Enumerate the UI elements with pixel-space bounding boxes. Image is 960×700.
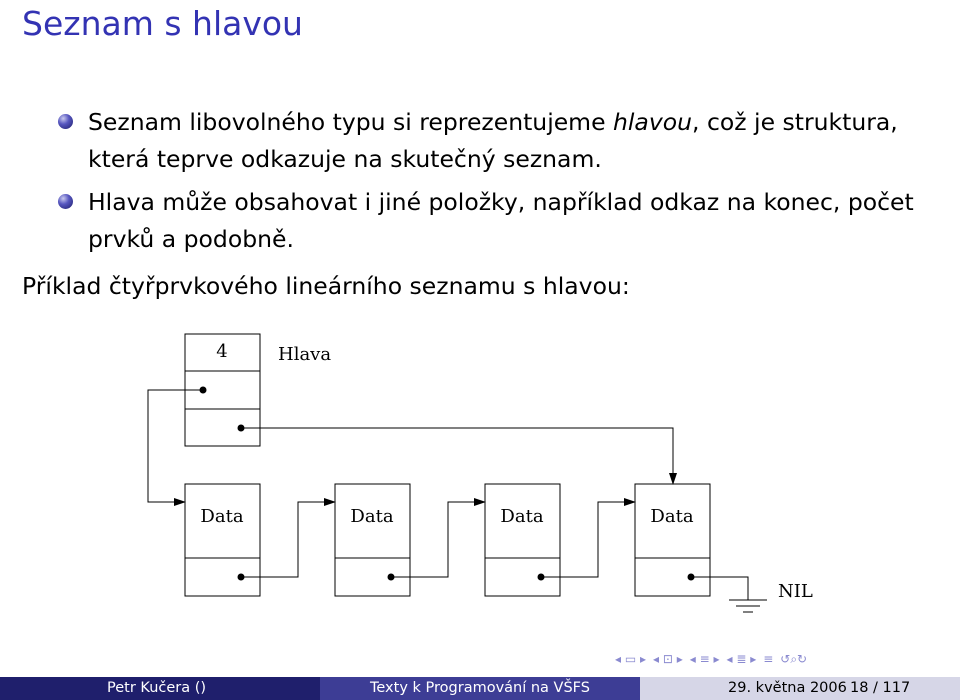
list-node [185,484,260,596]
head-count: 4 [216,341,228,362]
bullet-emphasis: hlavou [613,108,693,136]
footer-title: Texty k Programování na VŠFS [320,677,640,700]
next-arrow [241,502,335,577]
next-arrow [391,502,485,577]
footer-info [640,677,960,700]
head-last-arrow [241,428,673,484]
nil-label: NIL [778,581,813,602]
footer-author: Petr Kučera () [0,677,320,700]
node-data: Data [650,506,694,527]
node-data: Data [500,506,544,527]
node-data: Data [200,506,244,527]
slide-title: Seznam s hlavou [22,4,303,43]
list-node [635,484,710,596]
next-arrow [541,502,635,577]
head-label: Hlava [278,344,332,365]
list-node [335,484,410,596]
footer-date: 29. května 2006 [728,680,847,696]
bullet-text: Hlava může obsahovat i jiné položky, například odkaz na konec, počet prvků a podobně. [88,188,914,253]
example-intro: Příklad čtyřprvkového lineárního seznamu s hlavou: [22,272,630,300]
node-data: Data [350,506,394,527]
nav-section-icon[interactable]: ◂ ≣ ▸ [726,652,757,666]
slide-footer [0,677,960,700]
nav-subsection-icon[interactable]: ◂ ≡ ▸ [689,652,720,666]
nav-frame-right-icon[interactable]: ◂ ⊡ ▸ [653,652,683,666]
bullet-text: Seznam libovolného typu si reprezentujeme [88,108,613,136]
nav-search-icon[interactable]: ↺⌕↻ [780,652,808,666]
nav-frame-left-icon[interactable]: ◂ ▭ ▸ [615,652,647,666]
list-node [485,484,560,596]
nil-ground-icon [691,577,767,612]
bullet-text-rest: , což je struktura, která teprve odkazuje na skutečný seznam. [88,108,898,173]
nav-outline-icon[interactable]: ≡ [763,652,774,666]
beamer-navigation [615,650,807,668]
footer-page: 18 / 117 [850,680,911,696]
